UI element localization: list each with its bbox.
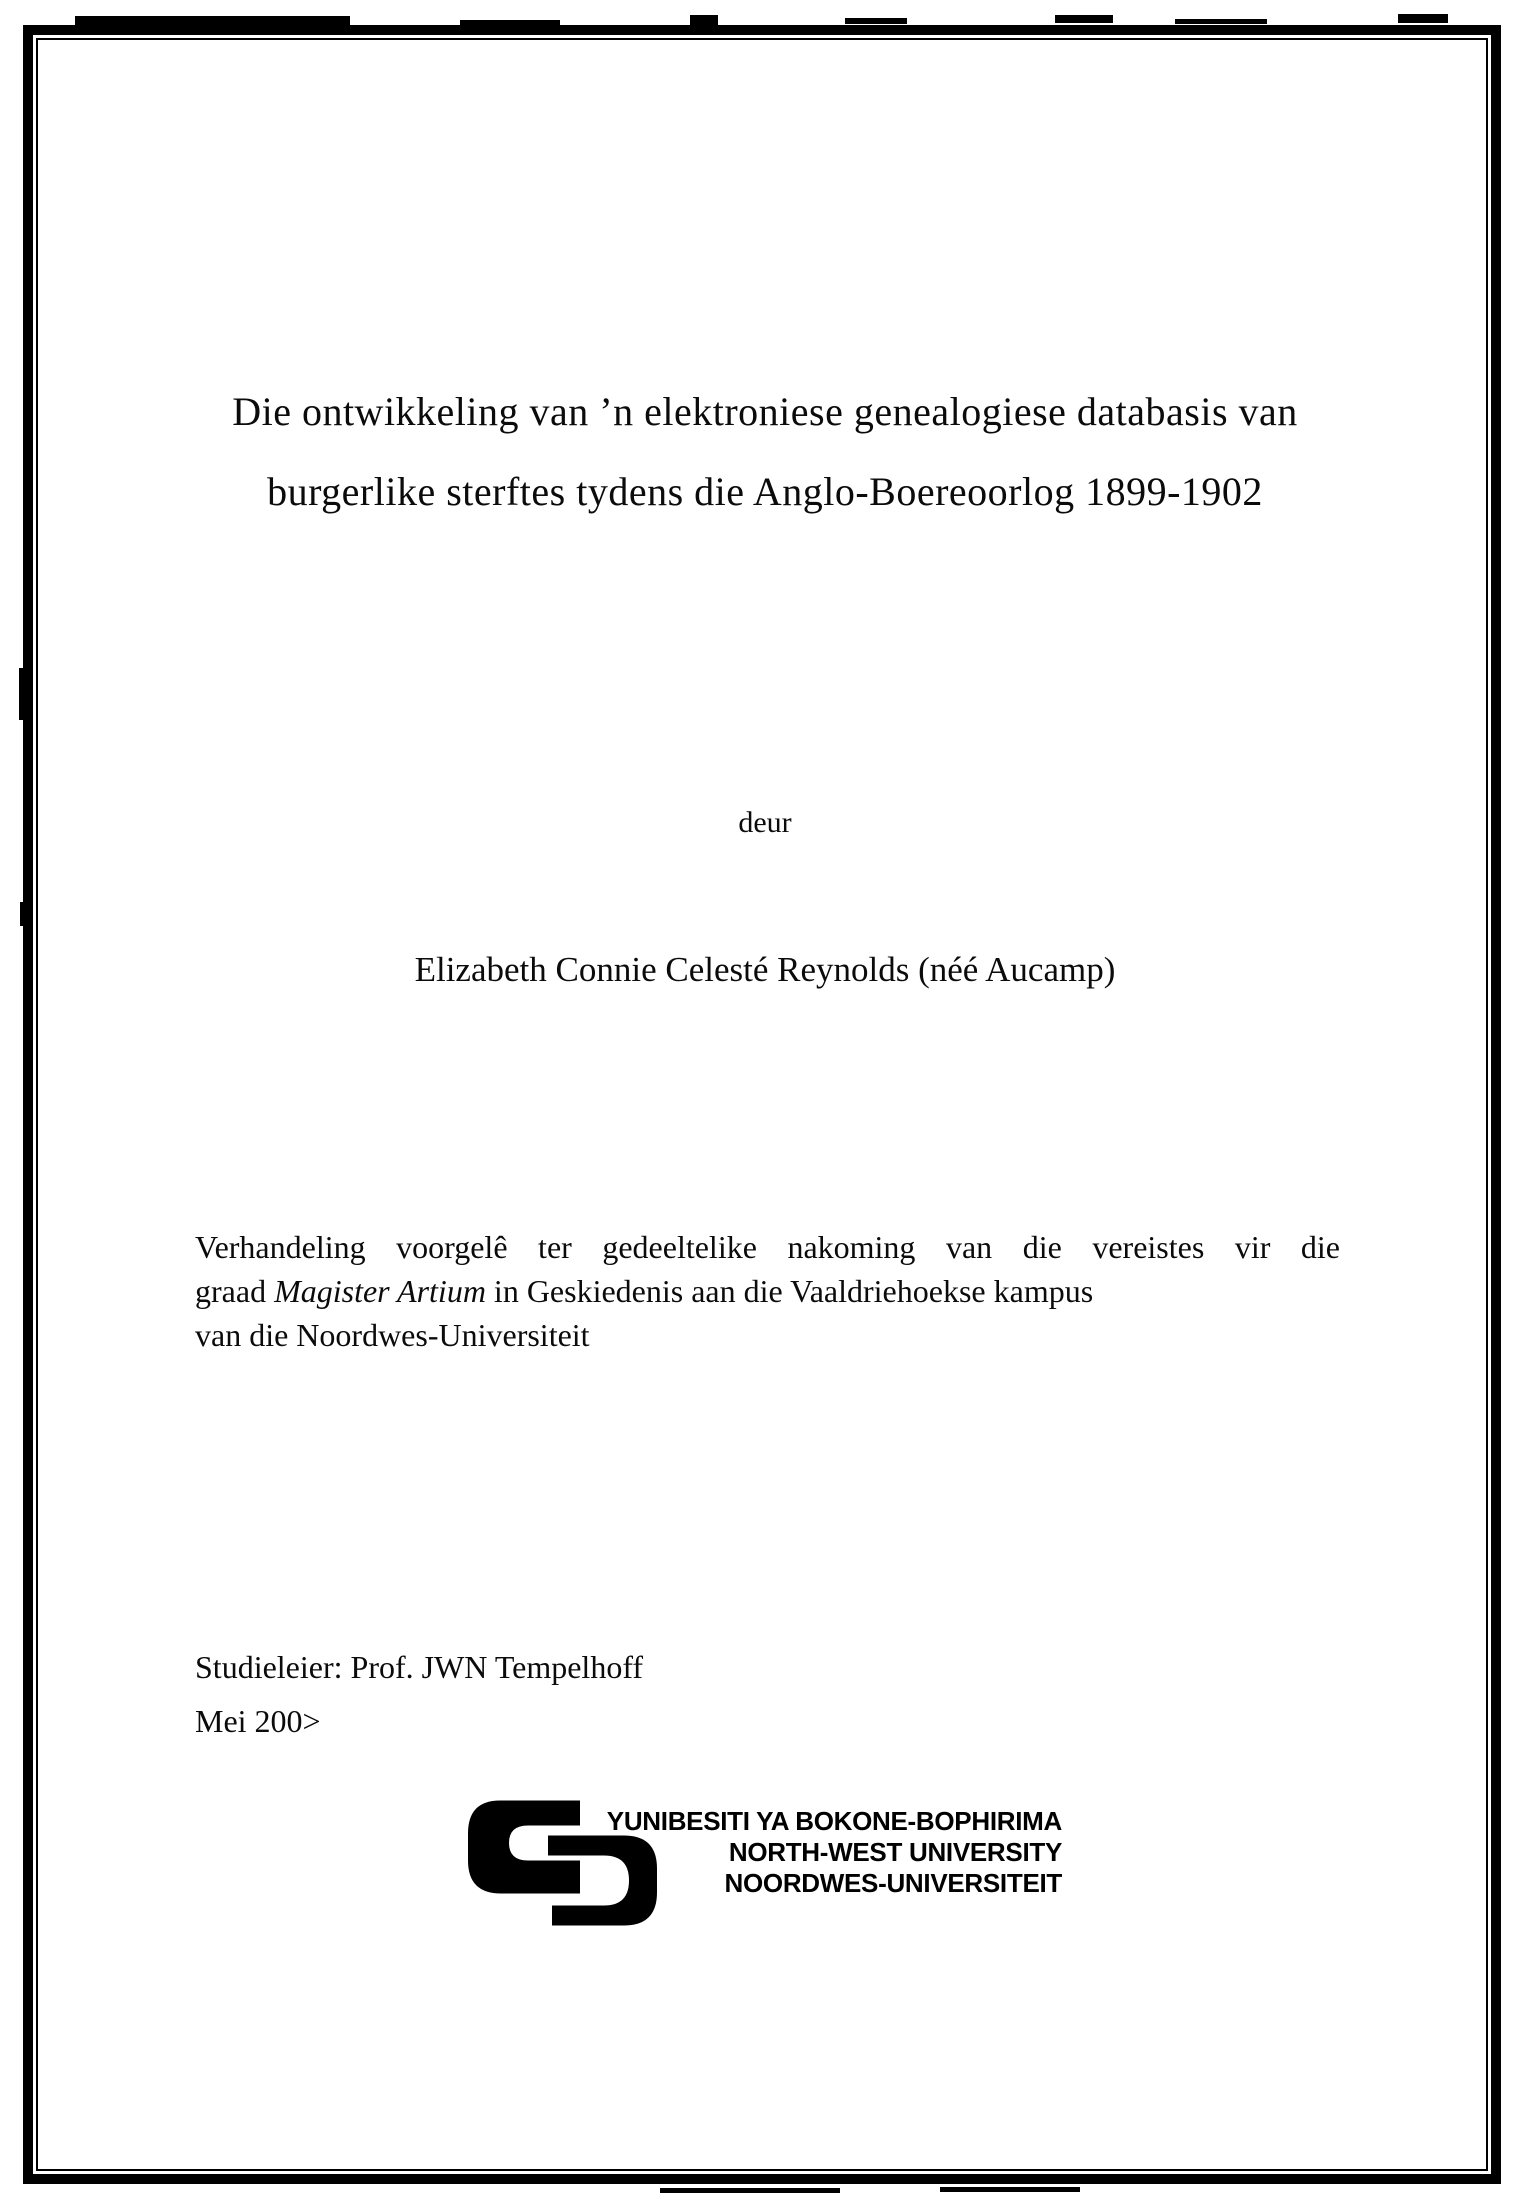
date-line: Mei 200>	[195, 1703, 321, 1739]
statement-line1: Verhandeling voorgelê ter gedeeltelike nakoming van die vereistes vir die	[195, 1229, 1340, 1265]
supervisor-line: Studieleier: Prof. JWN Tempelhoff	[195, 1649, 644, 1685]
scan-artifact	[845, 18, 907, 24]
statement-line3: van die Noordwes-Universiteit	[195, 1317, 590, 1353]
author-name: Elizabeth Connie Celesté Reynolds (néé Aucamp)	[414, 950, 1116, 989]
statement-line2-degree: Magister Artium	[274, 1273, 486, 1309]
university-logo-text	[588, 1806, 1062, 1899]
byline: deur	[738, 806, 792, 839]
statement-line2-pre: graad	[195, 1273, 275, 1309]
scan-artifact	[75, 16, 350, 25]
thesis-title-line1: Die ontwikkeling van ’n elektroniese genealogiese databasis van	[232, 389, 1298, 434]
scan-artifact	[690, 15, 718, 25]
scan-artifact	[940, 2187, 1080, 2192]
logo-text-setswana: YUNIBESITI YA BOKONE-BOPHIRIMA	[606, 1806, 1062, 1836]
scan-artifact	[1055, 15, 1113, 23]
scan-artifact	[1398, 14, 1448, 23]
scan-artifact	[660, 2188, 840, 2193]
supervisor-block	[195, 1640, 643, 1748]
statement-line2-post: in Geskiedenis aan die Vaaldriehoekse kampus	[485, 1273, 1094, 1309]
statement-line2	[195, 1269, 1340, 1313]
scan-artifact	[1175, 19, 1267, 24]
thesis-title-line2: burgerlike sterftes tydens die Anglo-Boereoorlog 1899-1902	[267, 469, 1263, 514]
logo-text-english: NORTH-WEST UNIVERSITY	[728, 1837, 1062, 1867]
thesis-statement	[195, 1225, 1340, 1357]
logo-text-afrikaans: NOORDWES-UNIVERSITEIT	[724, 1868, 1062, 1898]
thesis-title	[190, 372, 1340, 532]
